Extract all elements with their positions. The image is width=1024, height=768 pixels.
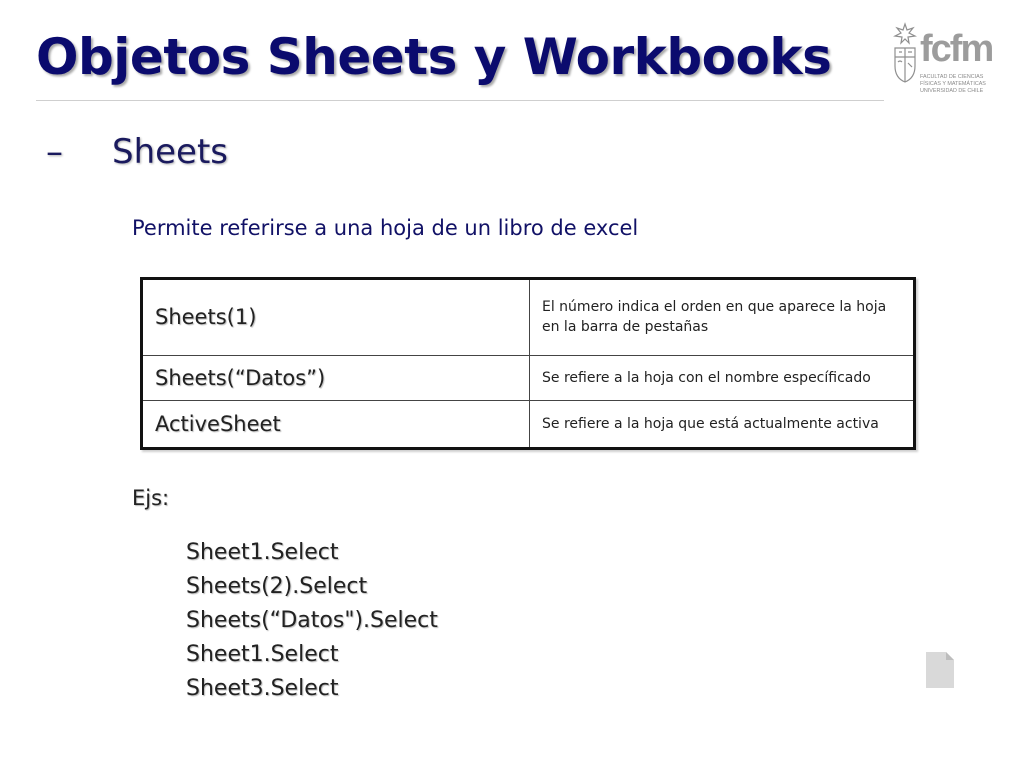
slide-title: Objetos Sheets y Workbooks bbox=[36, 28, 832, 86]
table-cell-code: Sheets(1) bbox=[142, 279, 530, 356]
table-cell-description: Se refiere a la hoja con el nombre específicado bbox=[530, 355, 915, 401]
example-line: Sheets(2).Select bbox=[186, 574, 368, 599]
title-divider bbox=[36, 100, 884, 101]
logo-tagline bbox=[920, 74, 1000, 95]
logo-tagline-line: FACULTAD DE CIENCIAS bbox=[920, 74, 984, 80]
intro-text: Permite referirse a una hoja de un libro de excel bbox=[132, 216, 639, 240]
table-cell-description: Se refiere a la hoja que está actualmente activa bbox=[530, 401, 915, 449]
table-row bbox=[142, 279, 915, 356]
table-cell-code: ActiveSheet bbox=[142, 401, 530, 449]
logo-tagline-line: UNIVERSIDAD DE CHILE bbox=[920, 88, 984, 94]
table-cell-description: El número indica el orden en que aparece la hoja en la barra de pestañas bbox=[530, 279, 915, 356]
sheets-reference-table bbox=[140, 277, 916, 450]
bullet-text: Sheets bbox=[112, 132, 229, 172]
document-icon[interactable] bbox=[924, 650, 956, 690]
bullet-dash: – bbox=[46, 132, 63, 172]
table-cell-code: Sheets(“Datos”) bbox=[142, 355, 530, 401]
example-line: Sheets(“Datos").Select bbox=[186, 608, 438, 633]
table-row bbox=[142, 355, 915, 401]
logo-wordmark: fcfm bbox=[920, 28, 993, 70]
university-seal-icon bbox=[892, 22, 918, 84]
logo-tagline-line: FÍSICAS Y MATEMÁTICAS bbox=[920, 81, 986, 87]
examples-list bbox=[186, 536, 438, 706]
fcfm-logo bbox=[890, 18, 1002, 106]
bullet-sheets bbox=[46, 132, 228, 172]
table-row bbox=[142, 401, 915, 449]
examples-label: Ejs: bbox=[132, 486, 170, 510]
example-line: Sheet1.Select bbox=[186, 540, 339, 565]
example-line: Sheet3.Select bbox=[186, 676, 339, 701]
example-line: Sheet1.Select bbox=[186, 642, 339, 667]
